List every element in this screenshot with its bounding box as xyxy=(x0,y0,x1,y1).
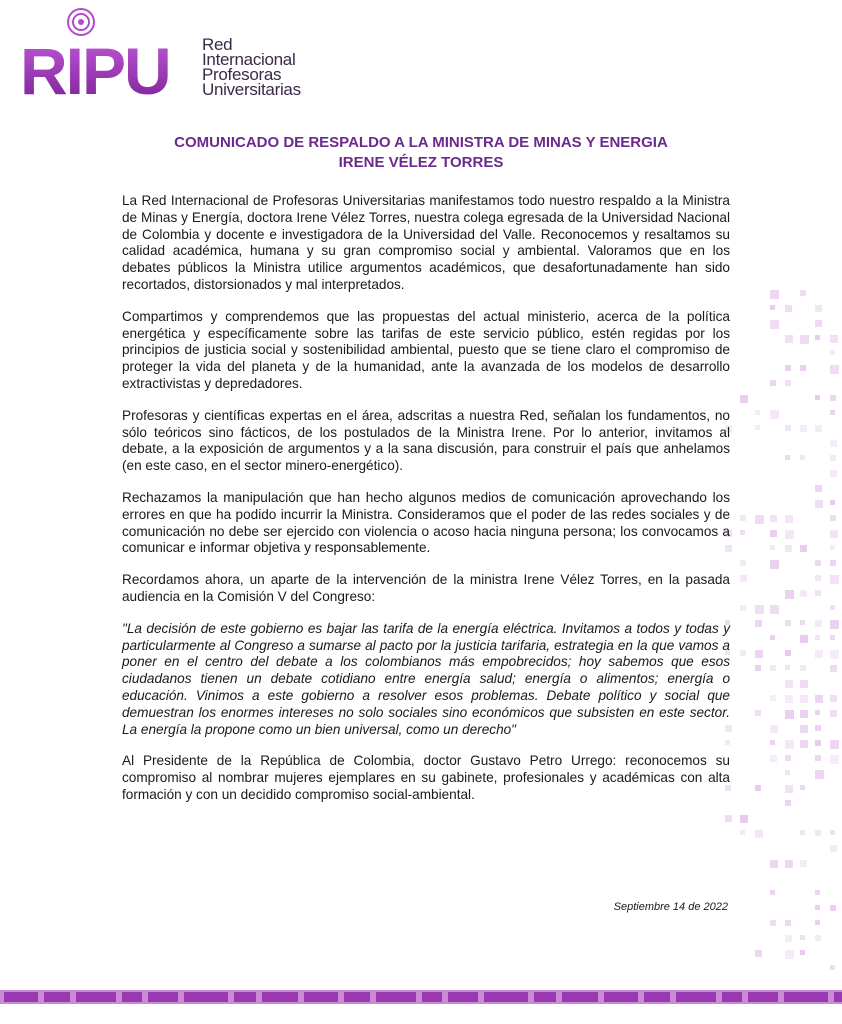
ripu-logo xyxy=(18,4,338,104)
deco-square xyxy=(815,725,821,731)
document-body xyxy=(122,193,730,819)
deco-square xyxy=(755,515,764,524)
deco-square xyxy=(755,710,761,716)
deco-square xyxy=(785,935,792,942)
band-segment xyxy=(304,992,338,1002)
deco-square xyxy=(830,395,836,401)
deco-square xyxy=(815,890,820,895)
band-segment xyxy=(262,992,298,1002)
deco-square xyxy=(830,440,837,447)
document-date: Septiembre 14 de 2022 xyxy=(613,901,728,913)
deco-square xyxy=(815,755,821,761)
logo-line: Red xyxy=(202,35,233,54)
deco-square xyxy=(785,590,794,599)
deco-square xyxy=(785,665,790,670)
deco-square xyxy=(740,395,748,403)
deco-square xyxy=(755,410,760,415)
deco-square xyxy=(800,545,807,552)
deco-square xyxy=(785,455,790,460)
deco-square xyxy=(830,845,837,852)
deco-square xyxy=(755,425,760,430)
deco-square xyxy=(785,530,794,539)
deco-square xyxy=(815,575,821,581)
deco-square xyxy=(830,575,839,584)
deco-square xyxy=(830,665,837,672)
deco-square xyxy=(830,710,837,717)
deco-square xyxy=(800,695,808,703)
deco-square xyxy=(830,620,839,629)
deco-square xyxy=(800,635,808,643)
band-segment xyxy=(234,992,256,1002)
deco-square xyxy=(785,920,791,926)
deco-square xyxy=(830,350,835,355)
deco-square xyxy=(785,785,793,793)
deco-square xyxy=(800,935,805,940)
title-line: COMUNICADO DE RESPALDO A LA MINISTRA DE MINAS Y ENERGIA xyxy=(174,134,668,151)
deco-square xyxy=(770,860,778,868)
footer-band xyxy=(0,990,842,1004)
deco-square xyxy=(815,425,822,432)
deco-square xyxy=(830,365,839,374)
flower-icon xyxy=(68,9,94,35)
band-segment xyxy=(184,992,228,1002)
deco-square xyxy=(815,500,823,508)
deco-square xyxy=(785,545,792,552)
deco-square xyxy=(770,305,775,310)
document-title xyxy=(0,133,842,173)
deco-square xyxy=(800,710,808,718)
deco-square xyxy=(830,905,836,911)
deco-square xyxy=(770,740,775,745)
closing-paragraph: Al Presidente de la República de Colombia, doctor Gustavo Petro Urrego: reconocemos su compromiso al nombrar mujeres ejemplares en su gabinete, profesionales y académicas con alta formación y con un decidido compromiso social-ambiental. xyxy=(122,753,730,802)
logo-subtitle xyxy=(202,37,301,97)
deco-square xyxy=(815,620,822,627)
deco-square xyxy=(785,620,791,626)
deco-square xyxy=(740,830,745,835)
deco-square xyxy=(815,590,821,596)
deco-square xyxy=(830,545,835,550)
deco-square xyxy=(785,755,791,761)
deco-square xyxy=(770,530,777,537)
deco-square xyxy=(770,890,775,895)
deco-square xyxy=(785,425,791,431)
deco-square xyxy=(785,515,793,523)
deco-square xyxy=(815,740,821,746)
deco-square xyxy=(815,335,820,340)
deco-square xyxy=(815,650,823,658)
deco-square xyxy=(800,680,808,688)
deco-square xyxy=(800,725,808,733)
paragraph: Recordamos ahora, un aparte de la intervención de la ministra Irene Vélez Torres, en la pasada audiencia en la Comisión V del Congreso: xyxy=(122,572,730,604)
deco-square xyxy=(800,455,805,460)
ripu-logo-mark xyxy=(18,4,208,104)
band-segment xyxy=(344,992,370,1002)
band-segment xyxy=(644,992,670,1002)
band-segment xyxy=(484,992,528,1002)
deco-square xyxy=(770,635,775,640)
band-segment xyxy=(4,992,38,1002)
deco-square xyxy=(800,860,807,867)
deco-square xyxy=(740,605,746,611)
deco-square xyxy=(755,605,764,614)
deco-square xyxy=(785,380,791,386)
deco-square xyxy=(830,695,837,702)
deco-square xyxy=(770,320,779,329)
deco-square xyxy=(755,650,763,658)
deco-square xyxy=(755,830,763,838)
band-segment xyxy=(534,992,556,1002)
deco-square xyxy=(770,560,779,569)
deco-square xyxy=(755,620,762,627)
deco-square xyxy=(740,530,745,535)
deco-square xyxy=(830,560,836,566)
band-segment xyxy=(422,992,442,1002)
deco-square xyxy=(815,920,820,925)
band-segment xyxy=(148,992,178,1002)
deco-square xyxy=(830,650,839,659)
deco-square xyxy=(830,515,836,521)
deco-square xyxy=(755,785,761,791)
deco-square xyxy=(815,935,821,941)
deco-square xyxy=(815,560,821,566)
deco-square xyxy=(830,740,839,749)
deco-square xyxy=(830,335,838,343)
deco-square xyxy=(770,665,776,671)
band-segment xyxy=(722,992,742,1002)
logo-line: Internacional xyxy=(202,50,296,69)
band-segment xyxy=(122,992,142,1002)
deco-square xyxy=(785,695,793,703)
band-segment xyxy=(834,992,842,1002)
deco-square xyxy=(755,665,761,671)
deco-square xyxy=(740,575,747,582)
deco-square xyxy=(785,365,791,371)
deco-square xyxy=(755,950,762,957)
paragraph: La Red Internacional de Profesoras Universitarias manifestamos todo nuestro respaldo a la Ministra de Minas y Energía, doctora Irene Vélez Torres, nuestra colega egresada de la Universidad Nacional de Colombia y docente e investigadora de la Universidad del Valle. Reconocemos y resaltamos su calidad académica, humana y su gran compromiso social y ambiental. Valoramos que en los debates públicos la Ministra utilice argumentos académicos, que desafortunadamente han sido recortados, distorsionados y mal interpretados. xyxy=(122,193,730,292)
deco-square xyxy=(815,320,822,327)
title-line: IRENE VÉLEZ TORRES xyxy=(338,154,504,171)
deco-square xyxy=(800,425,807,432)
band-segment xyxy=(562,992,598,1002)
deco-square xyxy=(815,695,823,703)
deco-square xyxy=(770,545,775,550)
deco-square xyxy=(785,305,792,312)
deco-square xyxy=(770,920,776,926)
paragraph: Compartimos y comprendemos que las propuestas del actual ministerio, acerca de la política energética y específicamente sobre las tarifas de este servicio público, estén regidas por los principios de justicia social y sostenibilidad ambiental, puesto que se tiene claro el compromiso de proteger la vida del planeta y de la humanidad, ante la avanzada de los modelos de desarrollo extractivistas y depredadores. xyxy=(122,308,730,391)
band-segment xyxy=(784,992,828,1002)
deco-square xyxy=(785,710,794,719)
deco-square xyxy=(815,905,820,910)
deco-square xyxy=(830,530,838,538)
deco-square xyxy=(830,755,839,764)
deco-square xyxy=(815,710,820,715)
deco-square xyxy=(815,770,824,779)
deco-square xyxy=(770,410,779,419)
deco-square xyxy=(830,470,837,477)
deco-square xyxy=(800,830,805,835)
deco-square xyxy=(815,830,821,836)
deco-square xyxy=(770,380,776,386)
deco-square xyxy=(815,485,822,492)
deco-square xyxy=(740,515,746,521)
deco-square xyxy=(815,305,822,312)
deco-square xyxy=(830,500,835,505)
deco-square xyxy=(785,650,791,656)
deco-square xyxy=(785,740,794,749)
deco-square xyxy=(770,755,777,762)
deco-square xyxy=(830,965,835,970)
paragraph: Profesoras y científicas expertas en el área, adscritas a nuestra Red, señalan los fundamentos, no sólo teóricos sino fácticos, de los postulados de la Ministra Irene. Por lo anterior, invitamos al debate, a la exposición de argumentos y a la sana discusión, para construir el país que anhelamos (en este caso, en el sector minero-energético). xyxy=(122,407,730,474)
deco-square xyxy=(785,950,794,959)
deco-square xyxy=(800,365,806,371)
deco-square xyxy=(800,620,805,625)
deco-square xyxy=(830,455,836,461)
deco-square xyxy=(830,605,835,610)
deco-square xyxy=(830,635,835,640)
deco-square xyxy=(800,785,805,790)
deco-square xyxy=(800,740,808,748)
deco-square xyxy=(800,290,806,296)
deco-square xyxy=(770,290,779,299)
deco-square xyxy=(785,860,793,868)
deco-square xyxy=(785,335,793,343)
decorative-squares-pattern xyxy=(720,290,842,980)
deco-square xyxy=(800,590,807,597)
deco-square xyxy=(770,695,776,701)
band-segment xyxy=(604,992,638,1002)
deco-square xyxy=(740,650,746,656)
deco-square xyxy=(740,815,748,823)
deco-square xyxy=(800,665,806,671)
deco-square xyxy=(785,680,793,688)
deco-square xyxy=(830,410,835,415)
deco-square xyxy=(800,950,805,955)
paragraph: Rechazamos la manipulación que han hecho algunos medios de comunicación aprovechando los errores en que ha podido incurrir la Ministra. Consideramos que el poder de las redes sociales y de comunicación no debe ser ejercido con violencia o acoso hacia ninguna persona; los convocamos a comunicar e informar objetiva y responsablemente. xyxy=(122,489,730,556)
deco-square xyxy=(785,800,791,806)
band-segment xyxy=(748,992,778,1002)
logo-line: Universitarias xyxy=(202,80,301,99)
deco-square xyxy=(815,395,820,400)
deco-square xyxy=(740,560,746,566)
band-segment xyxy=(448,992,478,1002)
band-segment xyxy=(376,992,416,1002)
logo-line: Profesoras xyxy=(202,65,282,84)
quote-paragraph: "La decisión de este gobierno es bajar las tarifa de la energía eléctrica. Invitamos a todos y todas y particularmente al Congreso a sumarse al pacto por la justicia tarifaria, estrategia en la que vamos a poner en el centro del debate a los colombianos más empobrecidos; hoy sabemos que esos ciudadanos tienen un debate cotidiano entre energía salud; energía o alimentos; energía o educación. Vinimos a este gobierno a resolver esos problemas. Debate político y social que demuestran los enormes intereses no solo sociales sino económicos que subsisten en este sector. La energía la propone como un bien universal, como un derecho" xyxy=(122,620,730,737)
deco-square xyxy=(770,725,778,733)
deco-square xyxy=(800,335,809,344)
deco-square xyxy=(770,605,779,614)
logo-acronym: RIPU xyxy=(20,34,170,104)
deco-square xyxy=(770,515,777,522)
band-segment xyxy=(676,992,716,1002)
band-segment xyxy=(44,992,70,1002)
deco-square xyxy=(830,830,835,835)
deco-square xyxy=(815,635,820,640)
deco-square xyxy=(785,770,790,775)
band-segment xyxy=(76,992,116,1002)
